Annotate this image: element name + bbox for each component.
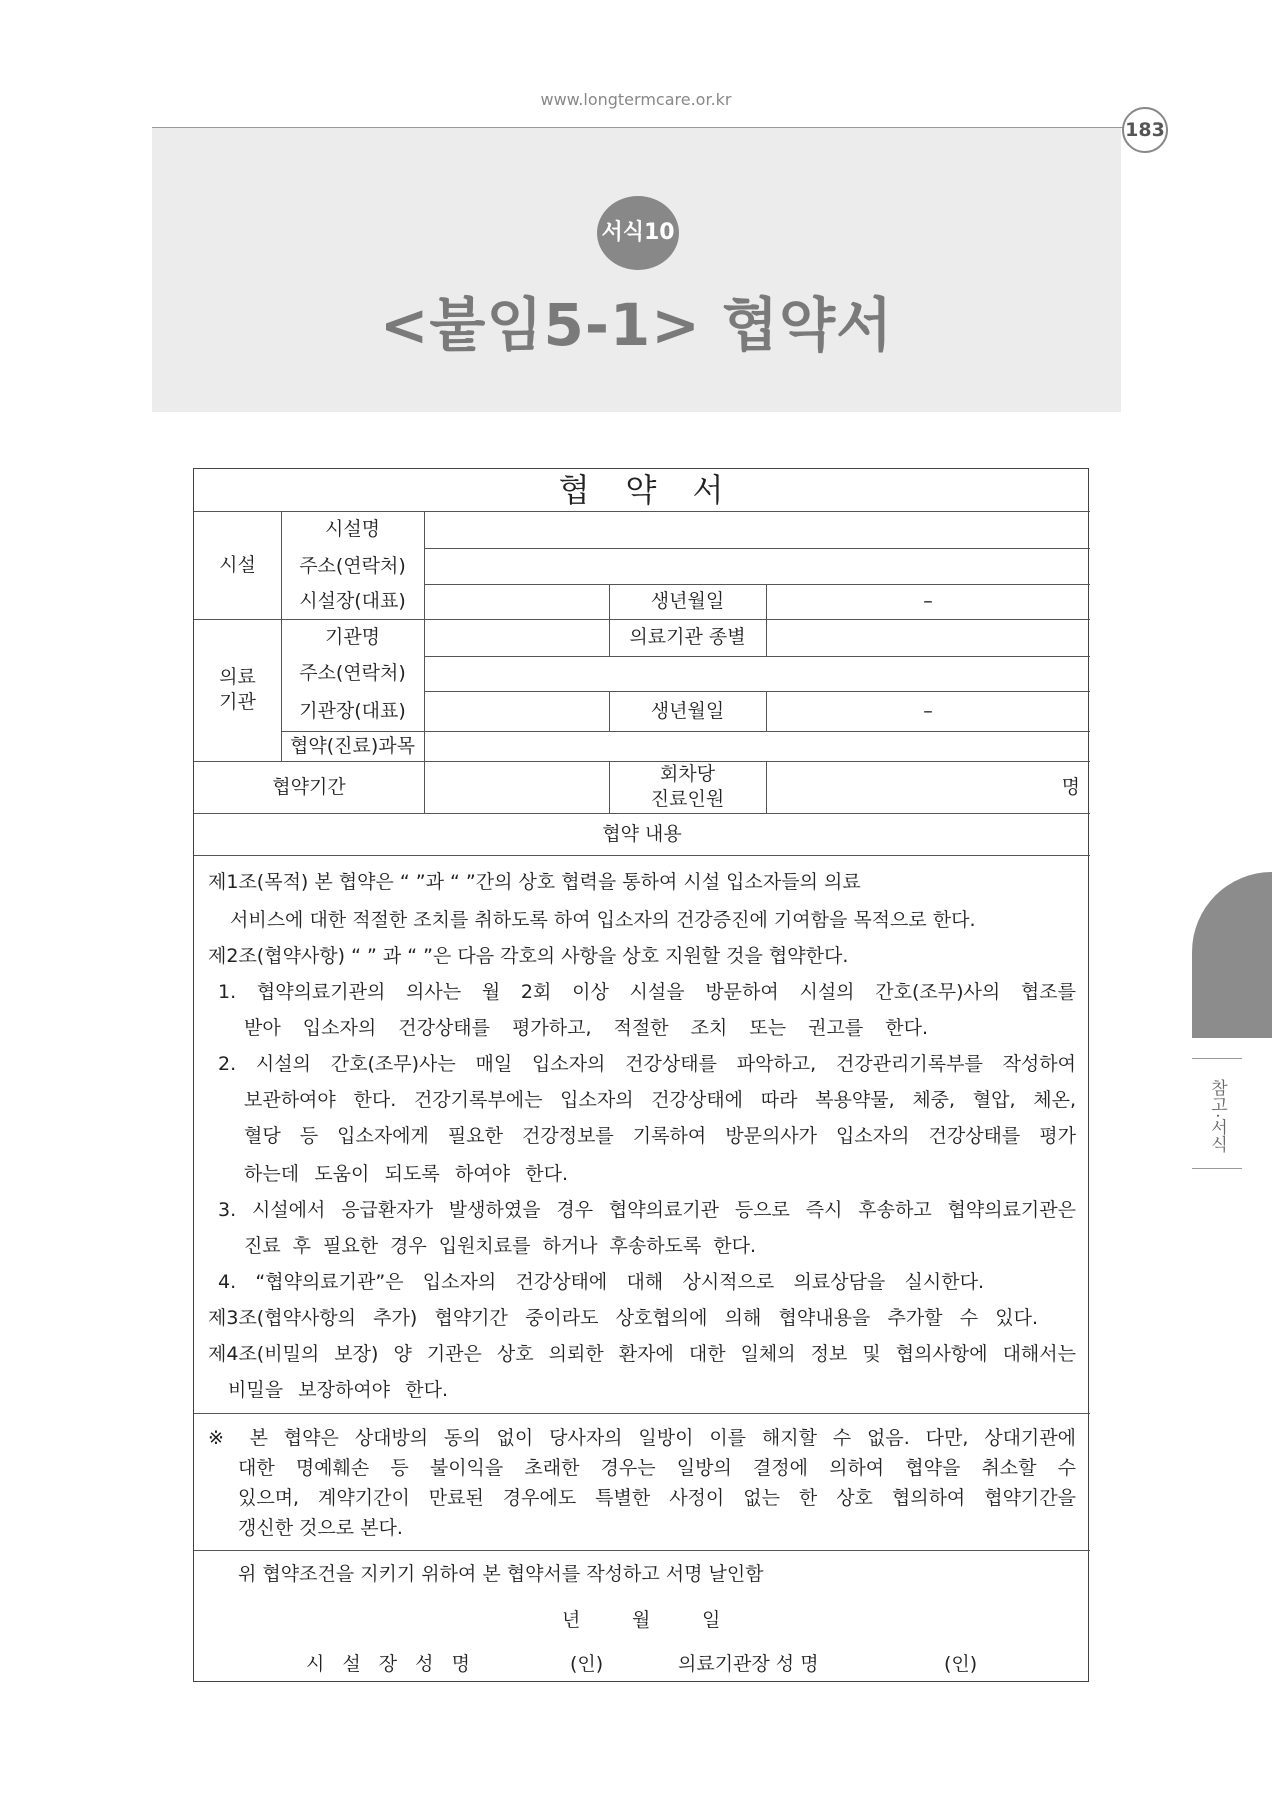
side-section-label: 참고·서식: [1207, 1079, 1227, 1153]
medical-group-label: 의료 기관: [219, 666, 256, 713]
date-day: 일: [702, 1609, 721, 1631]
header-band: [152, 128, 1121, 412]
medical-name-label: 기관명: [324, 626, 381, 649]
notice-line: 있으며, 계약기간이 만료된 경우에도 특별한 사정이 없는 한 상호 협의하여 협약기간을: [238, 1487, 1076, 1509]
notice-line: ※ 본 협약은 상대방의 동의 없이 당사자의 일방이 이를 해지할 수 없음. 다만, 상대기관에: [208, 1427, 1076, 1449]
notice-line: 갱신한 것으로 본다.: [238, 1517, 403, 1539]
notice: [208, 1423, 1076, 1543]
date-year: 년: [562, 1609, 581, 1631]
seal-mark: (인): [944, 1653, 978, 1675]
article-line: 제3조(협약사항의 추가) 협약기간 중이라도 상호협의에 의해 협약내용을 추가할 수 있다.: [208, 1307, 1038, 1329]
site-url: www.longtermcare.or.kr: [540, 90, 732, 109]
form-title: 협약서: [558, 471, 760, 509]
content-header: 협약 내용: [602, 822, 682, 845]
notice-line: 대한 명예훼손 등 불이익을 초래한 경우는 일방의 결정에 의하여 협약을 취소할 수: [238, 1457, 1076, 1479]
facility-head-label: 시설장(대표): [299, 590, 406, 613]
page-title: <붙임5-1> 협약서: [379, 291, 894, 359]
article-line: 서비스에 대한 적절한 조치를 취하도록 하여 입소자의 건강증진에 기여함을 목적으로 한다.: [230, 909, 976, 931]
article-line: 제1조(목적) 본 협약은 “ ”과 “ ”간의 상호 협력을 통하여 시설 입소자들의 의료: [208, 871, 861, 893]
closing-statement: 위 협약조건을 지키기 위하여 본 협약서를 작성하고 서명 날인함: [238, 1563, 764, 1585]
facility-name-label: 시설명: [324, 518, 381, 541]
article-line: 혈당 등 입소자에게 필요한 건강정보를 기록하여 방문의사가 입소자의 건강상태를 평가: [244, 1125, 1076, 1147]
staff-unit: 명: [1061, 775, 1080, 798]
side-divider: [1192, 1168, 1242, 1169]
rule: [424, 656, 1090, 657]
article-line: 받아 입소자의 건강상태를 평가하고, 적절한 조치 또는 권고를 한다.: [244, 1017, 928, 1039]
article-line: 4. “협약의료기관”은 입소자의 건강상태에 대해 상시적으로 의료상담을 실시한다.: [218, 1271, 984, 1293]
article-line: 제2조(협약사항) “ ” 과 “ ”은 다음 각호의 사항을 상호 지원할 것을 협약한다.: [208, 945, 849, 967]
article-line: 비밀을 보장하여야 한다.: [228, 1379, 448, 1401]
article-line: 2. 시설의 간호(조무)사는 매일 입소자의 건강상태를 파악하고, 건강관리기록부를 작성하여: [218, 1053, 1076, 1075]
rule: [194, 1550, 1090, 1551]
article-line: 진료 후 필요한 경우 입원치료를 하거나 후송하도록 한다.: [244, 1235, 756, 1257]
article-line: 제4조(비밀의 보장) 양 기관은 상호 의뢰한 환자에 대한 일체의 정보 및 협의사항에 대해서는: [208, 1343, 1076, 1365]
medical-head-label: 기관장(대표): [299, 699, 406, 722]
facility-birth-label: 생년월일: [650, 590, 725, 613]
medical-type-label: 의료기관 종별: [629, 626, 746, 649]
form-number-badge: 서식10: [597, 196, 679, 270]
facility-head-signature: 시 설 장 성 명: [306, 1653, 476, 1675]
medical-birth-label: 생년월일: [650, 699, 725, 722]
medical-dept-label: 협약(진료)과목: [290, 734, 415, 757]
rule: [194, 855, 1090, 856]
period-label: 협약기간: [272, 775, 346, 798]
medical-address-label: 주소(연락처): [299, 662, 406, 685]
facility-group-label: 시설: [219, 553, 256, 576]
rule: [424, 548, 1090, 549]
article-line: 하는데 도움이 되도록 하여야 한다.: [244, 1163, 568, 1185]
page-number: 183: [1122, 107, 1168, 153]
facility-address-label: 주소(연락처): [299, 554, 406, 577]
agreement-form: [193, 468, 1089, 1682]
article-line: 보관하여야 한다. 건강기록부에는 입소자의 건강상태에 따라 복용약물, 체중, 혈압, 체온,: [244, 1089, 1076, 1111]
seal-mark: (인): [570, 1653, 604, 1675]
staff-label: 회차당 진료인원: [650, 763, 725, 810]
date-month: 월: [632, 1609, 651, 1631]
facility-birth-value: –: [923, 590, 933, 613]
medical-head-signature: 의료기관장 성 명: [678, 1653, 819, 1675]
side-tab: [1192, 872, 1272, 1038]
article-line: 1. 협약의료기관의 의사는 월 2회 이상 시설을 방문하여 시설의 간호(조무)사의 협조를: [218, 981, 1076, 1003]
rule: [194, 1413, 1090, 1414]
rule: [424, 511, 425, 813]
side-divider: [1192, 1058, 1242, 1059]
article-line: 3. 시설에서 응급환자가 발생하였을 경우 협약의료기관 등으로 즉시 후송하고 협약의료기관은: [218, 1199, 1076, 1221]
medical-birth-value: –: [923, 699, 933, 722]
